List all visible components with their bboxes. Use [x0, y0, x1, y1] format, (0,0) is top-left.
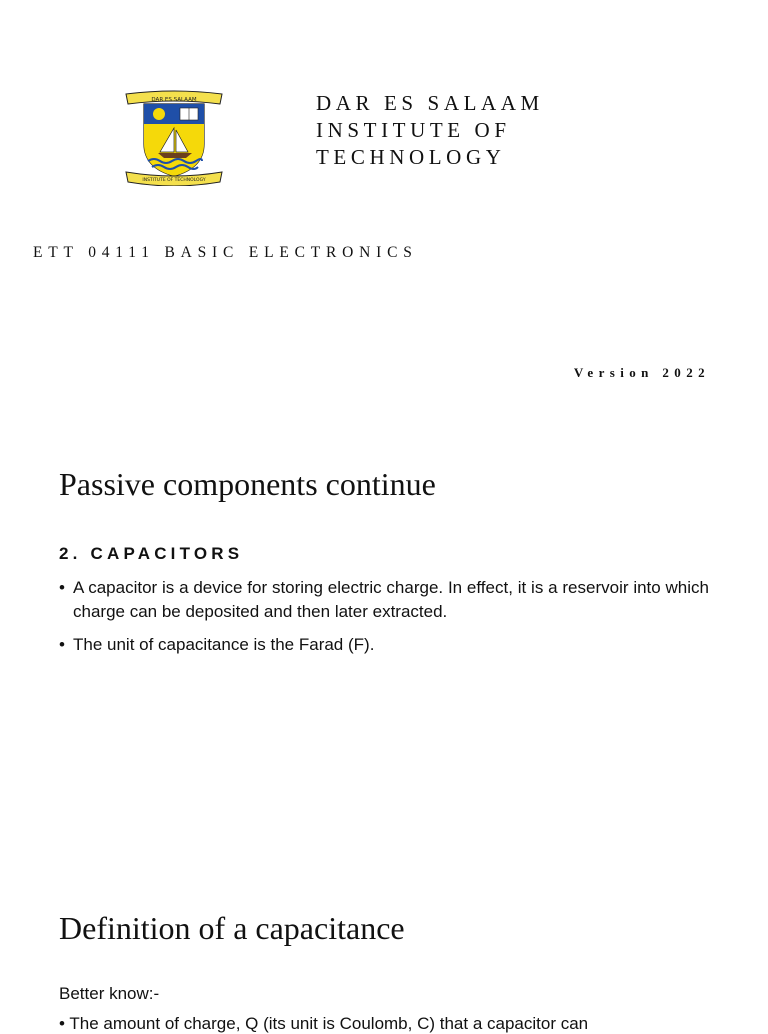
course-title: ETT 04111 BASIC ELECTRONICS	[33, 244, 418, 261]
bullet-text: The unit of capacitance is the Farad (F).	[73, 635, 375, 654]
capacitors-subheading: 2. CAPACITORS	[59, 544, 244, 563]
bullet-icon: •	[59, 635, 65, 654]
bullet-item	[59, 633, 709, 657]
version-label: Version 2022	[573, 365, 710, 380]
bullet-icon: •	[59, 578, 65, 597]
institution-logo	[122, 86, 226, 186]
bullet-text: A capacitor is a device for storing electric charge. In effect, it is a reservoir into which charge can be deposited and then later extracted.	[73, 578, 709, 621]
logo-top-banner-text: DAR ES SALAAM	[151, 97, 197, 103]
capacitor-bullet-list	[59, 576, 709, 666]
section-title-passive-components: Passive components continue	[59, 466, 436, 502]
cut-off-bullet	[59, 1014, 719, 1034]
institution-line-1: DAR ES SALAAM	[316, 91, 544, 115]
bullet-item	[59, 576, 709, 624]
section-title-capacitance-definition: Definition of a capacitance	[59, 910, 405, 946]
cut-off-bullet-text: The amount of charge, Q (its unit is Coulomb, C) that a capacitor can	[69, 1014, 589, 1033]
institution-crest-icon	[122, 86, 226, 186]
bullet-icon: •	[59, 1014, 70, 1033]
institution-line-2: INSTITUTE OF	[316, 118, 511, 142]
institution-line-3: TECHNOLOGY	[316, 145, 506, 169]
institution-name	[316, 90, 616, 171]
logo-bottom-banner-text: INSTITUTE OF TECHNOLOGY	[142, 178, 206, 183]
better-know-label: Better know:-	[59, 984, 160, 1003]
